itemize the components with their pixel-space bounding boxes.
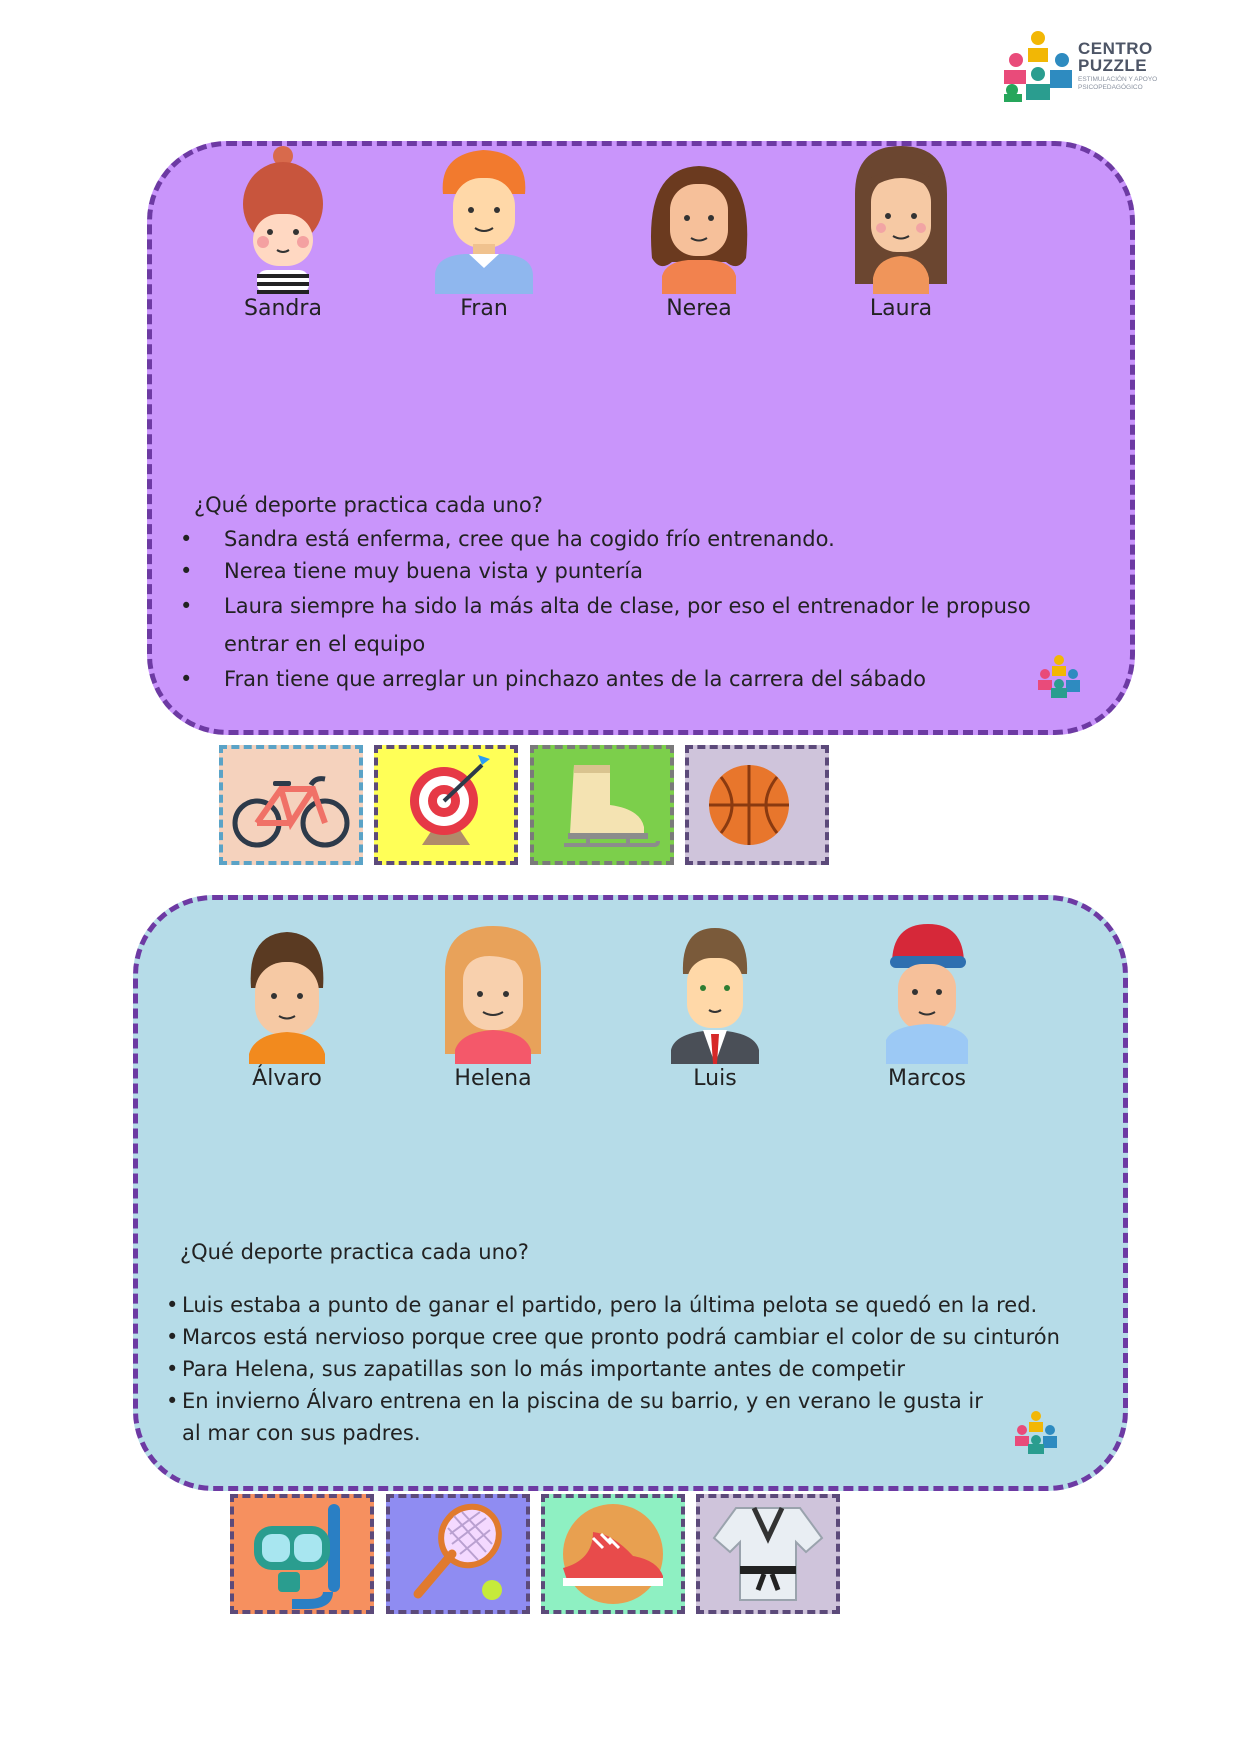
character-name: Laura: [869, 296, 933, 321]
sport-tile-archery[interactable]: [374, 745, 518, 865]
boy-avatar-icon: [245, 928, 329, 1064]
clue-list: [166, 1289, 1086, 1449]
sport-tile-athletics[interactable]: [541, 1494, 685, 1614]
logo-line-2: PUZZLE: [1078, 56, 1148, 75]
girl-avatar-icon: [644, 158, 754, 294]
running-shoe-icon: [545, 1498, 681, 1610]
tennis-racket-icon: [390, 1498, 526, 1610]
character-helena: [428, 924, 558, 1091]
character-name: Álvaro: [252, 1066, 322, 1091]
character-name: Sandra: [244, 296, 322, 321]
logo-line-1: CENTRO: [1078, 39, 1153, 58]
bicycle-icon: [223, 749, 359, 861]
character-name: Fran: [460, 296, 508, 321]
character-name: Nerea: [666, 296, 732, 321]
snorkel-mask-icon: [234, 1498, 370, 1610]
sport-tile-karate[interactable]: [696, 1494, 840, 1614]
character-nerea: [634, 158, 764, 321]
character-alvaro: [222, 928, 352, 1091]
boy-avatar-icon: [429, 144, 539, 294]
character-name: Helena: [454, 1066, 532, 1091]
question-text: ¿Qué deporte practica cada uno?: [180, 1240, 529, 1264]
sport-tile-tennis[interactable]: [386, 1494, 530, 1614]
character-name: Luis: [693, 1066, 737, 1091]
character-sandra: [218, 144, 348, 321]
clue-item: • Luis estaba a punto de ganar el partido, pero la última pelota se quedó en la red.: [166, 1289, 1086, 1321]
sport-tile-basketball[interactable]: [685, 745, 829, 865]
clue-list: [180, 523, 1060, 695]
question-text: ¿Qué deporte practica cada uno?: [194, 493, 543, 517]
clue-item: • Para Helena, sus zapatillas son lo más importante antes de competir: [166, 1353, 1086, 1385]
basketball-icon: [689, 749, 825, 861]
clue-item: • Laura siempre ha sido la más alta de clase, por eso el entrenador le propuso entrar en el equipo: [180, 587, 1060, 663]
archery-target-icon: [378, 749, 514, 861]
ice-skate-icon: [534, 749, 670, 861]
clue-item: • Marcos está nervioso porque cree que pronto podrá cambiar el color de su cinturón: [166, 1321, 1086, 1353]
character-luis: [650, 924, 780, 1091]
logo-subtitle: ESTIMULACIÓN Y APOYO PSICOPEDAGÓGICO: [1078, 76, 1158, 91]
clue-item: • Nerea tiene muy buena vista y puntería: [180, 555, 1060, 587]
clue-item: • Fran tiene que arreglar un pinchazo antes de la carrera del sábado: [180, 663, 1060, 695]
puzzle-mini-logo-icon: [1012, 1410, 1060, 1454]
sport-tile-ice-skating[interactable]: [530, 745, 674, 865]
puzzle-people-icon: [1000, 30, 1076, 102]
puzzle-mini-logo-icon: [1035, 654, 1083, 698]
clue-item: • En invierno Álvaro entrena en la piscina de su barrio, y en verano le gusta ir al mar con sus padres.: [166, 1385, 1086, 1449]
character-marcos: [862, 920, 992, 1091]
character-name: Marcos: [887, 1066, 967, 1091]
karate-gi-icon: [700, 1498, 836, 1610]
sport-tile-cycling[interactable]: [219, 745, 363, 865]
sport-tile-swimming[interactable]: [230, 1494, 374, 1614]
man-suit-avatar-icon: [669, 924, 761, 1064]
clue-item: • Sandra está enferma, cree que ha cogido frío entrenando.: [180, 523, 1060, 555]
girl-avatar-icon: [235, 144, 331, 294]
girl-avatar-icon: [441, 924, 545, 1064]
character-fran: [419, 144, 549, 321]
boy-cap-avatar-icon: [882, 920, 972, 1064]
character-laura: [836, 144, 966, 321]
centro-puzzle-logo: [1000, 30, 1180, 102]
girl-avatar-icon: [849, 144, 953, 294]
